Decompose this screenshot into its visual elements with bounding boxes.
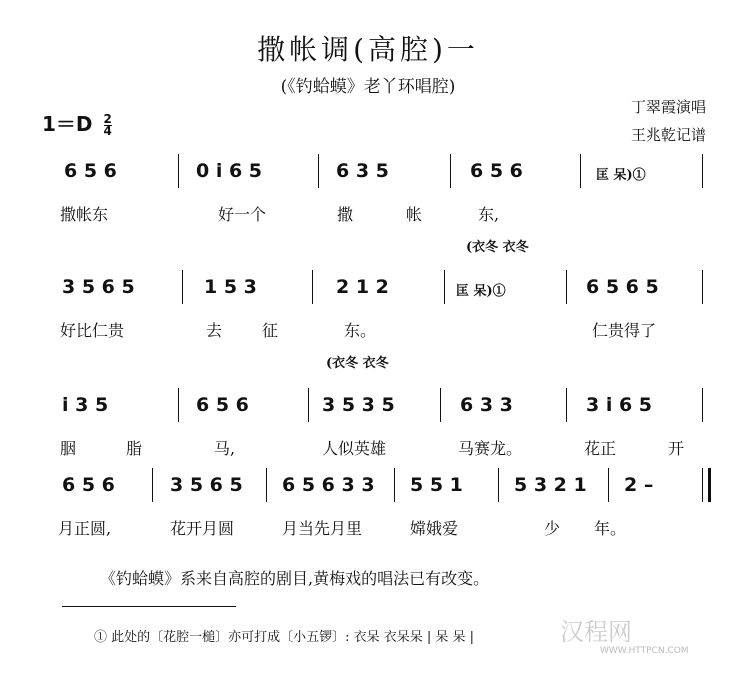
lyric-text: 仁贵得了 bbox=[592, 321, 657, 340]
lyric-text: 去 bbox=[206, 321, 223, 340]
lyric-text: 年。 bbox=[594, 519, 627, 538]
note-group: 2 – bbox=[624, 474, 654, 496]
note-group: 3 i 6 5 bbox=[586, 394, 653, 416]
bar-line bbox=[450, 154, 451, 188]
footnote-divider bbox=[62, 606, 236, 607]
bar-line bbox=[702, 468, 703, 502]
bar-line bbox=[702, 154, 703, 188]
bar-line bbox=[394, 468, 395, 502]
lyric-text: 好一个 bbox=[218, 205, 267, 224]
bar-line bbox=[580, 154, 581, 188]
bar-line bbox=[708, 468, 711, 502]
lyric-text: 帐 bbox=[406, 205, 423, 224]
note-group: 3 5 6 5 bbox=[62, 276, 135, 298]
key-signature bbox=[42, 108, 112, 137]
lyric-text: 好比仁贵 bbox=[60, 321, 125, 340]
note-group: 6 5 6 3 3 bbox=[282, 474, 375, 496]
note-group: 6 5 6 bbox=[62, 474, 115, 496]
bar-line bbox=[266, 468, 267, 502]
note-group: 5 3 2 1 bbox=[514, 474, 587, 496]
lyric-text: 月正圆, bbox=[58, 519, 112, 538]
lyric-text: 撒 bbox=[337, 205, 354, 224]
bar-line bbox=[178, 388, 179, 422]
note-group: 5 5 1 bbox=[410, 474, 463, 496]
bar-line bbox=[182, 270, 183, 304]
note-group: 6 5 6 bbox=[196, 394, 249, 416]
singer-credit: 丁翠霞演唱 bbox=[630, 98, 706, 116]
page-title: 撒帐调(高腔)一 bbox=[257, 33, 479, 66]
bar-line bbox=[702, 388, 703, 422]
bar-line bbox=[312, 270, 313, 304]
percussion-cue: (衣冬 衣冬 bbox=[466, 240, 529, 255]
bar-line bbox=[566, 270, 567, 304]
note-group: 6 5 6 bbox=[64, 160, 117, 182]
lyric-text: 东, bbox=[478, 205, 500, 224]
lyric-text: 开 bbox=[668, 439, 685, 458]
lyric-text: 马, bbox=[214, 439, 236, 458]
watermark-name: 汉程网 bbox=[560, 618, 632, 646]
bar-line bbox=[566, 388, 567, 422]
note-group: 6 3 3 bbox=[460, 394, 513, 416]
lyric-text: 马赛龙。 bbox=[458, 439, 523, 458]
bar-line bbox=[608, 468, 609, 502]
performance-note: 《钓蛤蟆》系来自高腔的剧目,黄梅戏的唱法已有改变。 bbox=[100, 569, 490, 588]
percussion-cue: 匡 呆)① bbox=[596, 168, 646, 183]
lyric-text: 人似英雄 bbox=[322, 439, 387, 458]
lyric-text: 脂 bbox=[126, 439, 143, 458]
bar-line bbox=[440, 388, 441, 422]
note-group: 2 1 2 bbox=[336, 276, 389, 298]
lyric-text: 东。 bbox=[344, 321, 377, 340]
note-group: 0 i 6 5 bbox=[196, 160, 263, 182]
note-group: 1 5 3 bbox=[204, 276, 257, 298]
time-signature-top: 2 bbox=[103, 112, 112, 126]
transcriber-credit: 王兆乾记谱 bbox=[630, 126, 706, 144]
bar-line bbox=[444, 270, 445, 304]
bar-line bbox=[178, 154, 179, 188]
time-signature bbox=[104, 114, 112, 137]
note-group: 6 5 6 bbox=[470, 160, 523, 182]
bar-line bbox=[318, 154, 319, 188]
lyric-text: 花正 bbox=[584, 439, 617, 458]
lyric-text: 花开月圆 bbox=[170, 519, 235, 538]
lyric-text: 嫦娥爱 bbox=[410, 519, 459, 538]
percussion-cue: (衣冬 衣冬 bbox=[326, 356, 389, 371]
bar-line bbox=[498, 468, 499, 502]
lyric-text: 少 bbox=[544, 519, 561, 538]
lyric-text: 月当先月里 bbox=[282, 519, 363, 538]
key-label: 1＝D bbox=[42, 112, 93, 136]
note-group: 6 5 6 5 bbox=[586, 276, 659, 298]
note-group: 6 3 5 bbox=[336, 160, 389, 182]
lyric-text: 撒帐东 bbox=[60, 205, 109, 224]
note-group: 3 5 6 5 bbox=[170, 474, 243, 496]
lyric-text: 胭 bbox=[60, 439, 77, 458]
note-group: i 3 5 bbox=[62, 394, 109, 416]
watermark-url: WWW.HTTPCN.COM bbox=[600, 646, 689, 656]
note-group: 3 5 3 5 bbox=[322, 394, 395, 416]
page-subtitle: (《钓蛤蟆》老丫环唱腔) bbox=[280, 77, 456, 97]
bar-line bbox=[702, 270, 703, 304]
watermark-logo bbox=[560, 612, 632, 647]
bar-line bbox=[308, 388, 309, 422]
percussion-cue: 匡 呆)① bbox=[456, 284, 506, 299]
lyric-text: 征 bbox=[262, 321, 279, 340]
time-signature-bottom: 4 bbox=[103, 124, 112, 138]
bar-line bbox=[152, 468, 153, 502]
footnote: ① 此处的〔花腔一槌〕亦可打成〔小五锣〕: 衣呆 衣呆呆 | 呆 呆 | bbox=[94, 630, 475, 645]
